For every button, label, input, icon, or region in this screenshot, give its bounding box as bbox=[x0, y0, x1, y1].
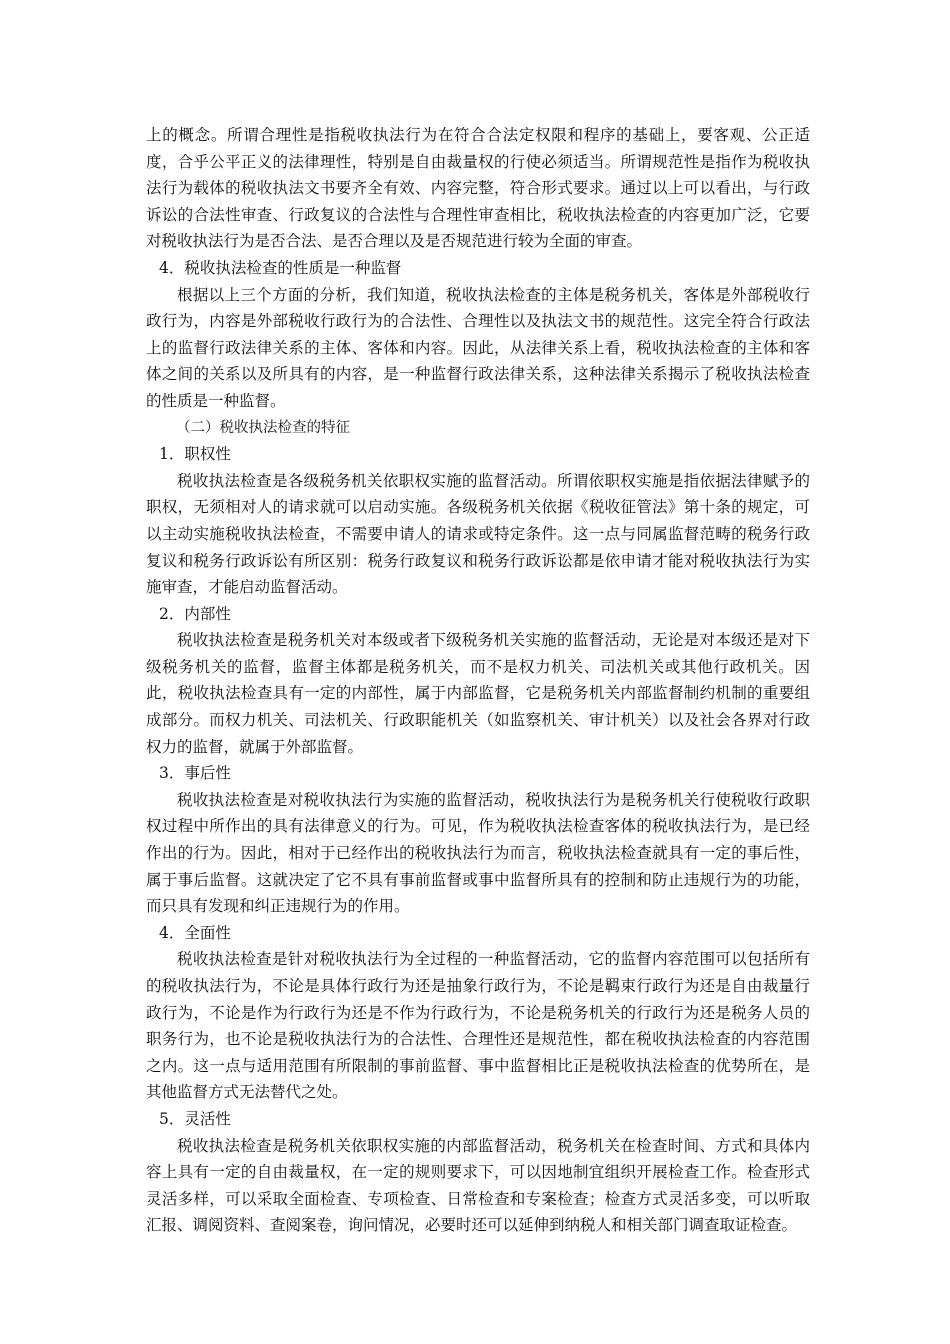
document-body bbox=[146, 122, 810, 1239]
section-heading-comprehensive: 4．全面性 bbox=[159, 923, 231, 942]
subsection-heading-features: （二）税收执法检查的特征 bbox=[176, 419, 350, 436]
paragraph-authority: 税收执法检查是各级税务机关依职权实施的监督活动。所谓依职权实施是指依据法律赋予的职权，无须相对人的请求就可以启动实施。各级税务机关依据《税收征管法》第十条的规定，可以主动实施税收执法检查，不需要申请人的请求或特定条件。这一点与同属监督范畴的税务行政复议和税务行政诉讼有所区别：税务行政复议和税务行政诉讼都是依申请才能对税收执法行为实施审查，才能启动监督活动。 bbox=[146, 471, 810, 597]
paragraph-internal: 税收执法检查是税务机关对本级或者下级税务机关实施的监督活动，无论是对本级还是对下级税务机关的监督，监督主体都是税务机关，而不是权力机关、司法机关或其他行政机关。因此，税收执法检查具有一定的内部性，属于内部监督，它是税务机关内部监督制约机制的重要组成部分。而权力机关、司法机关、行政职能机关（如监察机关、审计机关）以及社会各界对行政权力的监督，就属于外部监督。 bbox=[146, 631, 810, 756]
section-heading-nature: 4．税收执法检查的性质是一种监督 bbox=[159, 258, 402, 277]
paragraph-nature: 根据以上三个方面的分析，我们知道，税收执法检查的主体是税务机关，客体是外部税收行政行为，内容是外部税收行政行为的合法性、合理性以及执法文书的规范性。这完全符合行政法上的监督行政法律关系的主体、客体和内容。因此，从法律关系上看，税收执法检查的主体和客体之间的关系以及所具有的内容，是一种监督行政法律关系，这种法律关系揭示了税收执法检查的性质是一种监督。 bbox=[146, 285, 810, 410]
section-heading-post-event: 3．事后性 bbox=[159, 764, 231, 783]
paragraph-continuation: 上的概念。所谓合理性是指税收执法行为在符合合法定权限和程序的基础上，要客观、公正适度，合乎公平正义的法律理性，特别是自由裁量权的行使必须适当。所谓规范性是指作为税收执法行为载体的税收执法文书要齐全有效、内容完整，符合形式要求。通过以上可以看出，与行政诉讼的合法性审查、行政复议的合法性与合理性审查相比，税收执法检查的内容更加广泛，它要对税收执法行为是否合法、是否合理以及是否规范进行较为全面的审查。 bbox=[146, 126, 810, 251]
section-heading-flexibility: 5．灵活性 bbox=[159, 1109, 231, 1128]
section-heading-authority: 1．职权性 bbox=[159, 445, 231, 464]
paragraph-post-event: 税收执法检查是对税收执法行为实施的监督活动，税收执法行为是税务机关行使税收行政职权过程中所作出的具有法律意义的行为。可见，作为税收执法检查客体的税收执法行为，是已经作出的行为。因此，相对于已经作出的税收执法行为而言，税收执法检查就具有一定的事后性，属于事后监督。这就决定了它不具有事前监督或事中监督所具有的控制和防止违规行为的功能，而只具有发现和纠正违规行为的作用。 bbox=[146, 790, 810, 916]
paragraph-flexibility: 税收执法检查是税务机关依职权实施的内部监督活动，税务机关在检查时间、方式和具体内容上具有一定的自由裁量权，在一定的规则要求下，可以因地制宜组织开展检查工作。检查形式灵活多样，可以采取全面检查、专项检查、日常检查和专案检查；检查方式灵活多变，可以听取汇报、调阅资料、查阅案卷，询问情况，必要时还可以延伸到纳税人和相关部门调查取证检查。 bbox=[146, 1136, 810, 1235]
paragraph-comprehensive: 税收执法检查是针对税收执法行为全过程的一种监督活动，它的监督内容范围可以包括所有的税收执法行为，不论是具体行政行为还是抽象行政行为，不论是羁束行政行为还是自由裁量行政行为，不论是作为行政行为还是不作为行政行为，不论是税务机关的行政行为还是税务人员的职务行为，也不论是税收执法行为的合法性、合理性还是规范性，都在税收执法检查的内容范围之内。这一点与适用范围有所限制的事前监督、事中监督相比正是税收执法检查的优势所在，是其他监督方式无法替代之处。 bbox=[146, 950, 810, 1102]
section-heading-internal: 2．内部性 bbox=[159, 604, 231, 623]
